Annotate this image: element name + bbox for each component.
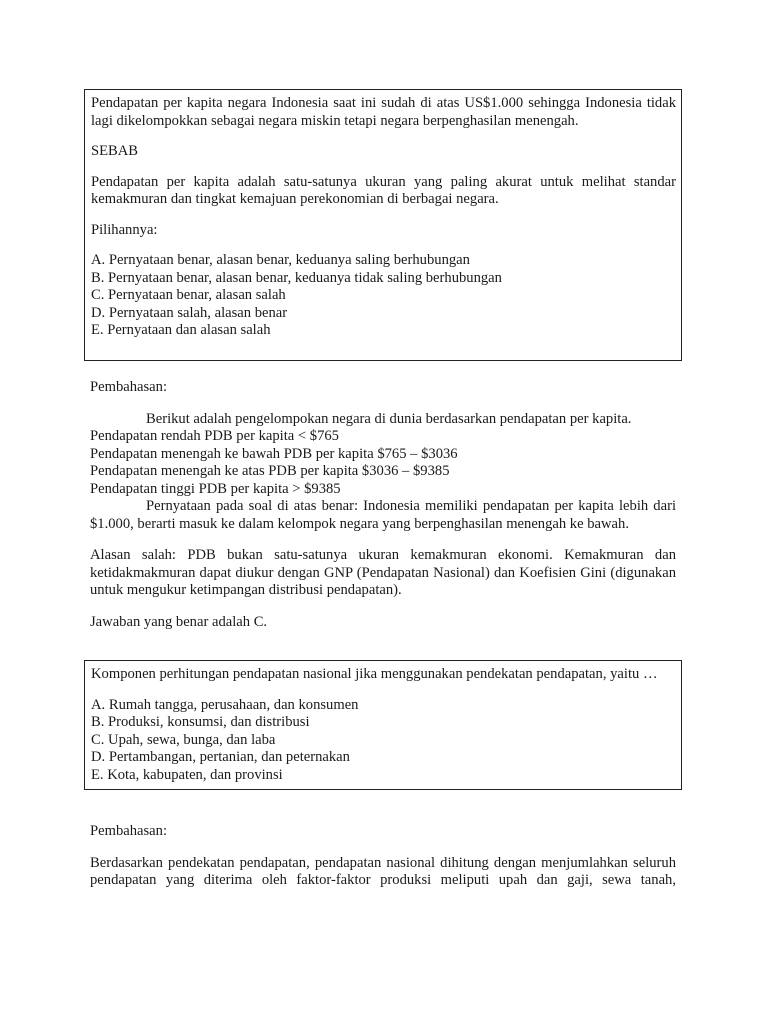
income-group-high: Pendapatan tinggi PDB per kapita > $9385 (90, 480, 341, 497)
discussion-1-answer: Jawaban yang benar adalah C. (90, 613, 268, 630)
question-1-statement: Pendapatan per kapita negara Indonesia saat ini sudah di atas US$1.000 sehingga Indonesia tidak lagi dikelompokkan sebagai negara miskin tetapi negara berpenghasilan menengah. (91, 95, 676, 129)
question-2-option-b: B. Produksi, konsumsi, dan distribusi (91, 714, 310, 730)
discussion-1-intro: Berikut adalah pengelompokan negara di dunia berdasarkan pendapatan per kapita. (146, 410, 632, 427)
discussion-2 (90, 823, 676, 890)
income-group-low: Pendapatan rendah PDB per kapita < $765 (90, 428, 339, 444)
discussion-1-reason-analysis: Alasan salah: PDB bukan satu-satunya ukuran kemakmuran ekonomi. Kemakmuran dan ketidakmakmuran dapat diukur dengan GNP (Pendapatan Nasional) dan Koefisien Gini (digunakan untuk mengukur ketimpangan distribusi pendapatan). (90, 547, 676, 598)
question-1-option-d: D. Pernyataan salah, alasan benar (91, 304, 288, 321)
question-1-connector: SEBAB (91, 143, 139, 159)
question-1-box (84, 89, 682, 361)
question-2-option-e: E. Kota, kabupaten, dan provinsi (91, 766, 283, 783)
question-1-option-c: C. Pernyataan benar, alasan salah (91, 287, 286, 303)
discussion-2-heading: Pembahasan: (90, 823, 168, 839)
question-1-option-a: A. Pernyataan benar, alasan benar, keduanya saling berhubungan (91, 252, 470, 268)
discussion-1-statement-analysis: Pernyataan pada soal di atas benar: Indonesia memiliki pendapatan per kapita lebih dari $1.000, berarti masuk ke dalam kelompok negara yang berpenghasilan menengah ke bawah. (90, 498, 676, 532)
discussion-2-text: Berdasarkan pendekatan pendapatan, pendapatan nasional dihitung dengan menjumlahkan seluruh pendapatan yang diterima oleh faktor-faktor produksi meliputi upah dan gaji, sewa tanah, (90, 854, 676, 888)
question-2-statement: Komponen perhitungan pendapatan nasional jika menggunakan pendekatan pendapatan, yaitu … (91, 666, 658, 682)
question-2-option-c: C. Upah, sewa, bunga, dan laba (91, 731, 276, 748)
question-1-reason: Pendapatan per kapita adalah satu-satunya ukuran yang paling akurat untuk melihat standar kemakmuran dan tingkat kemajuan perekonomian di berbagai negara. (91, 173, 676, 207)
question-1-choices-label: Pilihannya: (91, 221, 158, 238)
income-group-upper-middle: Pendapatan menengah ke atas PDB per kapita $3036 – $9385 (90, 463, 450, 479)
discussion-1-heading: Pembahasan: (90, 379, 168, 395)
question-2-box (84, 660, 682, 790)
discussion-1 (90, 379, 676, 631)
question-1-option-b: B. Pernyataan benar, alasan benar, keduanya tidak saling berhubungan (91, 269, 502, 286)
question-1-option-e: E. Pernyataan dan alasan salah (91, 322, 271, 338)
question-2-option-d: D. Pertambangan, pertanian, dan peternakan (91, 749, 350, 765)
question-2-option-a: A. Rumah tangga, perusahaan, dan konsumen (91, 696, 359, 713)
income-group-lower-middle: Pendapatan menengah ke bawah PDB per kapita $765 – $3036 (90, 445, 458, 462)
